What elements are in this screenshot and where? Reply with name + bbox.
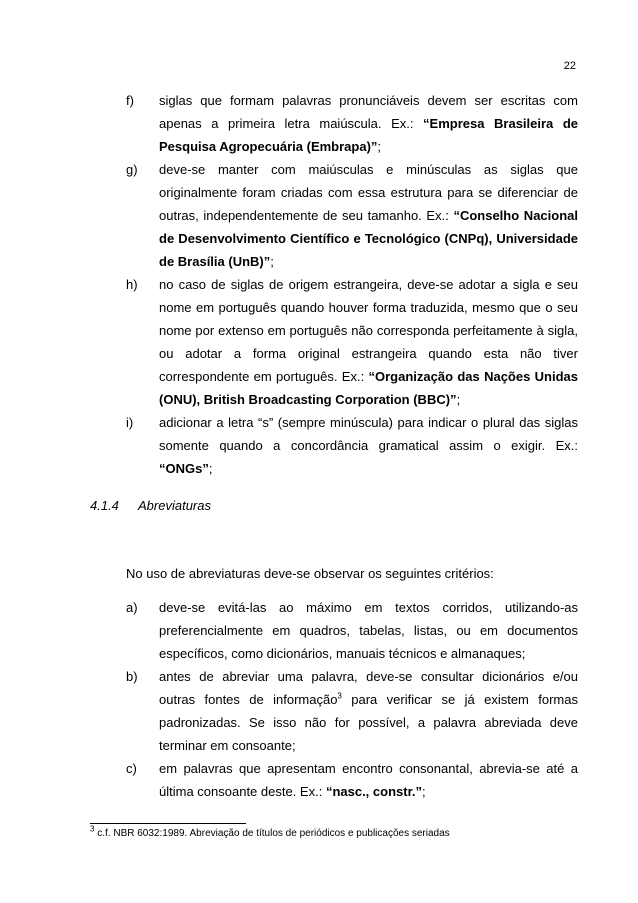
list-item-text: siglas que formam palavras pronunciáveis devem ser escritas com apenas a primeira letra maiúscula. Ex.: — [159, 93, 578, 131]
intro-paragraph: No uso de abreviaturas deve-se observar os seguintes critérios: — [126, 566, 494, 581]
list-item — [126, 411, 578, 480]
list-item-end: ; — [422, 784, 426, 799]
footnote — [90, 824, 450, 839]
list-item-example: “Organização das Nações Unidas (ONU), British Broadcasting Corporation (BBC)” — [159, 369, 578, 407]
list-item-example: “Empresa Brasileira de Pesquisa Agropecuária (Embrapa)” — [159, 116, 579, 154]
section-title: Abreviaturas — [138, 498, 211, 513]
footnote-number: 3 — [90, 824, 95, 834]
list-item-text-continued: para verificar se já existem formas padronizadas. Se isso não for possível, a palavra abreviada deve terminar em consoante; — [159, 692, 578, 753]
list-item — [126, 273, 578, 411]
page-number: 22 — [563, 60, 576, 72]
list-item-text: antes de abreviar uma palavra, deve-se consultar dicionários e/ou outras fontes de informação — [159, 669, 578, 707]
list-marker: c) — [126, 761, 137, 776]
list-item-end: ; — [377, 139, 382, 154]
list-item-example: “ONGs” — [159, 461, 209, 476]
list-item-text: deve-se evitá-las ao máximo em textos corridos, utilizando-as preferencialmente em quadros, tabelas, listas, ou em documentos específicos, como dicionários, manuais técnicos e almanaques; — [159, 600, 578, 661]
list-marker: a) — [126, 600, 138, 615]
list-item — [126, 89, 578, 158]
list-item-text: adicionar a letra “s” (sempre minúscula) para indicar o plural das siglas somente quando a concordância gramatical assim o exigir. Ex.: — [159, 415, 578, 453]
list-item-text: no caso de siglas de origem estrangeira, deve-se adotar a sigla e seu nome em português quando houver forma traduzida, mesmo que o seu nome por extenso em português não corresponda perfeitamente à sigla, ou adotar a forma original estrangeira quando esta não tiver correspondente em português. Ex.: — [159, 277, 578, 384]
list-item — [126, 158, 578, 273]
list-item-end: ; — [270, 254, 274, 269]
footnote-reference[interactable]: 3 — [337, 691, 342, 701]
footnote-text: c.f. NBR 6032:1989. Abreviação de títulos de periódicos e publicações seriadas — [94, 828, 450, 839]
footnote-divider — [90, 823, 246, 824]
list-marker: i) — [126, 415, 134, 430]
list-marker: f) — [126, 93, 134, 108]
list-item — [126, 757, 578, 803]
section-number: 4.1.4 — [90, 498, 119, 513]
sigla-rules-list — [126, 89, 578, 480]
list-item-text: em palavras que apresentam encontro consonantal, abrevia-se até a última consoante deste. Ex.: — [159, 761, 578, 799]
list-item-example: “Conselho Nacional de Desenvolvimento Científico e Tecnológico (CNPq), Universidade de Brasília (UnB)” — [159, 208, 578, 269]
abbreviation-rules-list — [126, 596, 578, 803]
list-item — [126, 596, 578, 665]
list-item-end: ; — [208, 461, 213, 476]
list-marker: h) — [126, 277, 138, 292]
list-marker: g) — [126, 162, 138, 177]
list-item-text: deve-se manter com maiúsculas e minúsculas as siglas que originalmente foram criadas com essa estrutura para se diferenciar de outras, independentemente de seu tamanho. Ex.: — [159, 162, 578, 223]
list-item-example: “nasc., constr.” — [325, 784, 423, 799]
list-item — [126, 665, 578, 757]
list-item-end: ; — [456, 392, 461, 407]
section-heading — [90, 498, 211, 513]
list-marker: b) — [126, 669, 138, 684]
